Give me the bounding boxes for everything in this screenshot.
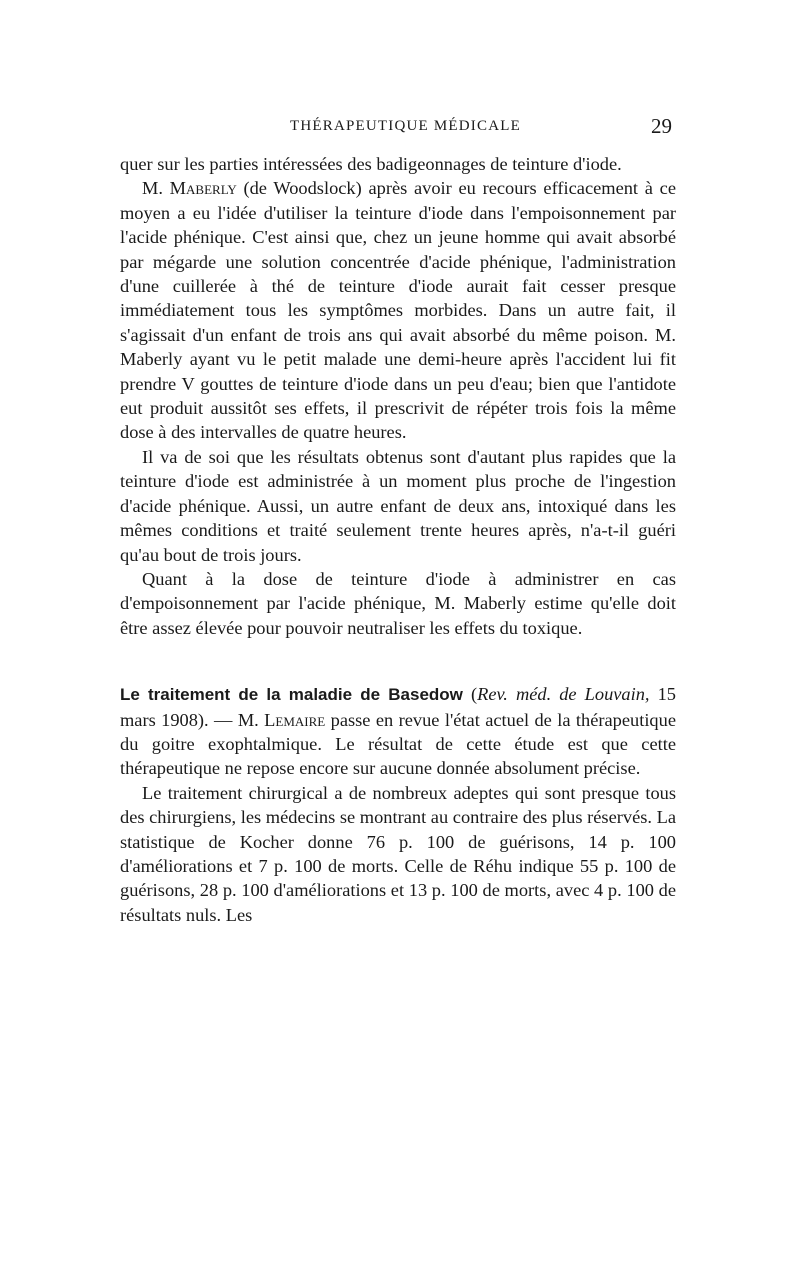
author-name: M. Maberly — [142, 178, 237, 199]
open-paren: ( — [462, 684, 478, 705]
paragraph-statistics: Le traitement chirurgical a de nombreux adeptes qui sont presque tous des chirurgiens, les médecins se montrant au contraire des plus réservés. La statistique de Kocher donne 76 p. 100 de guérisons, 14 p. 100 d'améliorations et 7 p. 100 de morts. Celle de Réhu indique 55 p. 100 de guérisons, 28 p. 100 d'améliorations et 13 p. 100 de morts, avec 4 p. 100 de résultats nuls. Les — [120, 782, 676, 925]
section-gap — [120, 640, 676, 682]
paragraph-dose: Quant à la dose de teinture d'iode à administrer en cas d'empoisonnement par l'acide phénique, M. Maberly estime qu'elle doit être assez élevée pour pouvoir neutraliser les effets du toxique. — [120, 568, 676, 638]
paragraph-maberly — [120, 176, 676, 444]
paragraph-results: Il va de soi que les résultats obtenus sont d'autant plus rapides que la teinture d'iode est administrée à un moment plus proche de l'ingestion d'acide phénique. Aussi, un autre enfant de deux ans, intoxiqué dans les mêmes conditions et traité seulement trente heures après, n'a-t-il guéri qu'au bout de trois jours. — [120, 446, 676, 565]
source-journal: Rev. méd. de Louvain, — [477, 684, 650, 705]
author-name: M. Lemaire — [237, 709, 326, 730]
section-title: Le traitement de la maladie de Basedow — [120, 685, 463, 705]
paragraph-continuation: quer sur les parties intéressées des badigeonnages de teinture d'iode. — [120, 154, 622, 174]
source-date: 15 mars 1908). — — [120, 684, 676, 730]
body-text — [120, 152, 676, 927]
running-title: THÉRAPEUTIQUE MÉDICALE — [290, 118, 521, 134]
page-number: 29 — [651, 114, 672, 138]
paragraph-text: passe en revue l'état actuel de la thérapeutique du goitre exophtalmique. Le résultat de cette étude est que cette thérapeutique ne repose encore sur aucune donnée absolument précise. — [120, 709, 676, 779]
page-header — [120, 114, 676, 140]
paragraph-text: (de Woodslock) après avoir eu recours efficacement à ce moyen a eu l'idée d'utiliser la teinture d'iode dans l'empoisonnement par l'acide phénique. C'est ainsi que, chez un jeune homme qui avait absorbé par mégarde une solution concentrée d'acide phénique, l'administration d'une cuillerée à thé de teinture d'iode aurait fait cesser presque immédiatement tous les symptômes morbides. Dans un autre fait, il s'agissait d'un enfant de trois ans qui avait absorbé du même poison. M. Maberly ayant vu le petit malade une demi-heure après l'accident lui fit prendre V gouttes de teinture d'iode dans un peu d'eau; bien que l'antidote eut produit aussitôt ses effets, il prescrivit de répéter trois fois la même dose à des intervalles de quatre heures. — [120, 178, 676, 443]
paragraph-basedow — [120, 682, 676, 781]
